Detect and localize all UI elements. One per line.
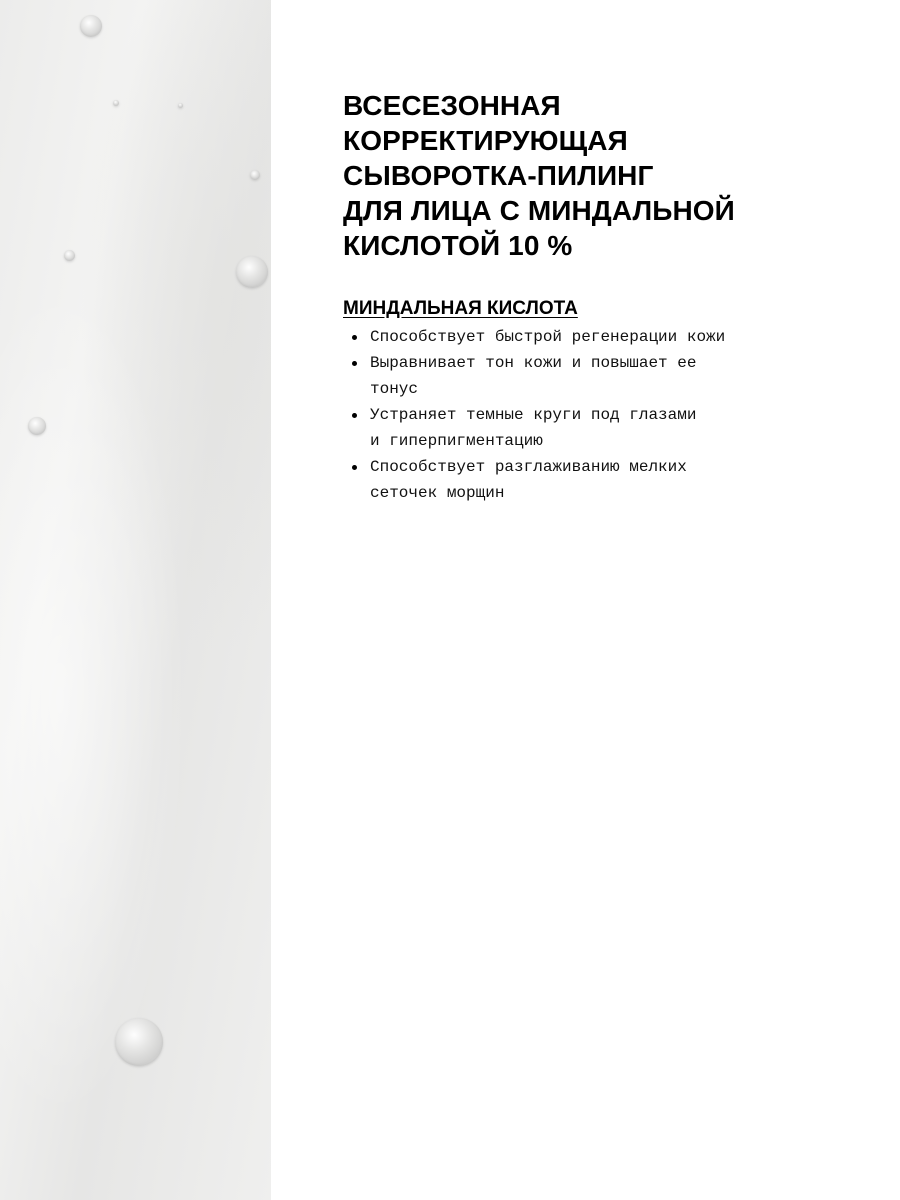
droplet — [178, 103, 183, 108]
list-item-line: и гиперпигментацию — [370, 432, 543, 450]
list-item — [343, 402, 783, 454]
title-line: ВСЕСЕЗОННАЯ — [343, 90, 561, 121]
list-item-line: Способствует разглаживанию мелких — [370, 458, 687, 476]
product-description — [343, 88, 863, 506]
bullet-icon — [352, 335, 357, 340]
title-line: КИСЛОТОЙ 10 % — [343, 230, 573, 261]
list-item-line: Способствует быстрой регенерации кожи — [370, 328, 726, 346]
droplet — [236, 256, 268, 288]
list-item — [343, 324, 783, 350]
droplet — [64, 250, 75, 261]
list-item-line: Выравнивает тон кожи и повышает ее — [370, 354, 697, 372]
list-item — [343, 350, 783, 402]
droplet — [80, 15, 102, 37]
droplet — [113, 100, 119, 106]
title-line: ДЛЯ ЛИЦА С МИНДАЛЬНОЙ — [343, 195, 735, 226]
list-item-line: сеточек морщин — [370, 484, 505, 502]
bullet-icon — [352, 361, 357, 366]
droplet — [250, 170, 260, 180]
bullet-icon — [352, 465, 357, 470]
droplet — [28, 417, 46, 435]
title-line: КОРРЕКТИРУЮЩАЯ — [343, 125, 628, 156]
benefits-list — [343, 324, 783, 506]
droplet — [115, 1018, 163, 1066]
serum-texture-image — [0, 0, 271, 1200]
product-title — [343, 88, 863, 263]
list-item-line: тонус — [370, 380, 419, 398]
section-heading: МИНДАЛЬНАЯ КИСЛОТА — [343, 298, 578, 319]
title-line: СЫВОРОТКА-ПИЛИНГ — [343, 160, 654, 191]
list-item-line: Устраняет темные круги под глазами — [370, 406, 697, 424]
list-item — [343, 454, 783, 506]
bullet-icon — [352, 413, 357, 418]
